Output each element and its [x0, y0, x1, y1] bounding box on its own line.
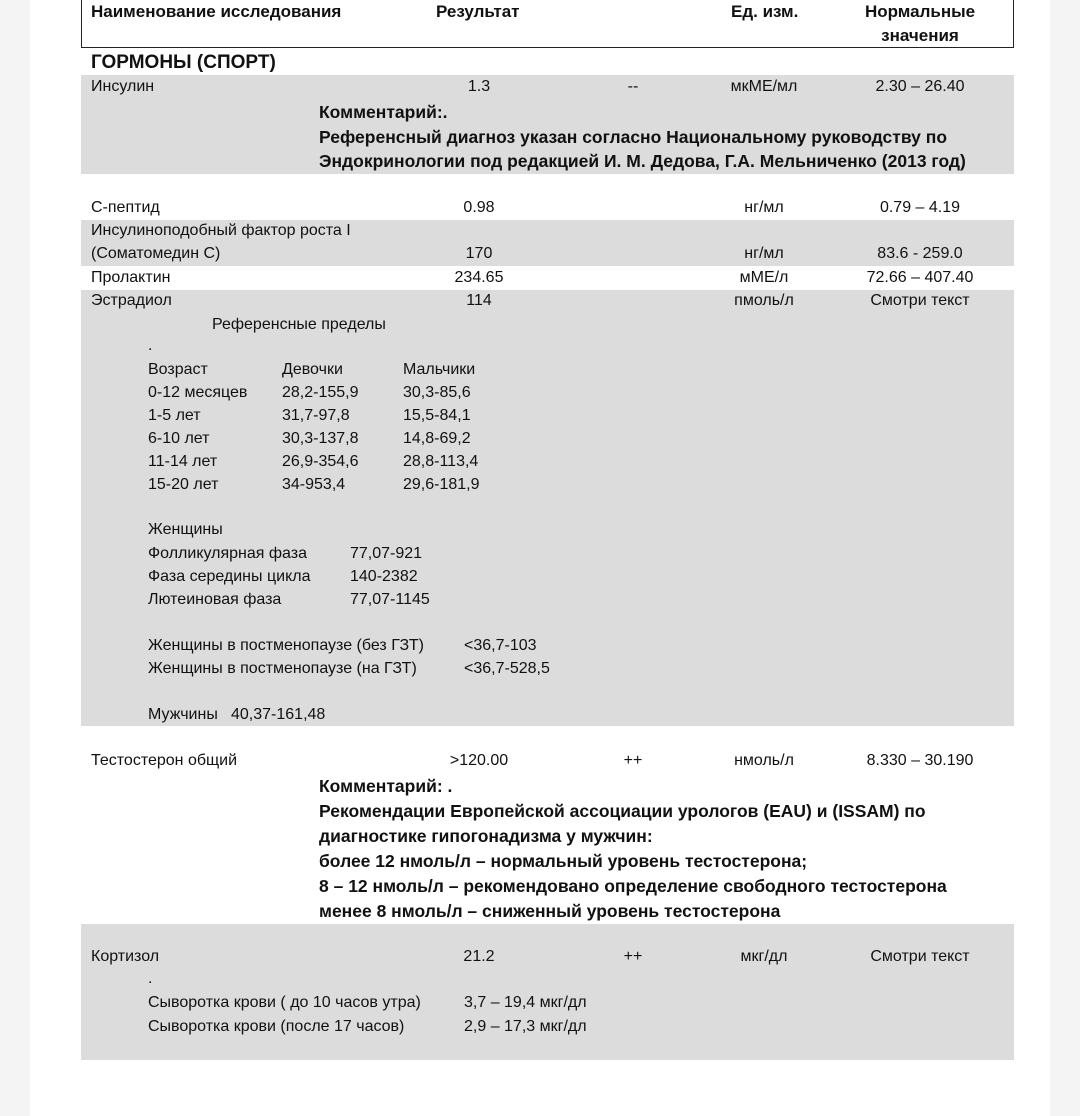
insulin-result: 1.3	[467, 78, 491, 95]
age-table-cell: 11-14 лет	[148, 453, 218, 470]
c-peptide-name: С-пептид	[91, 199, 160, 216]
estradiol-dot: .	[148, 337, 153, 354]
testosterone-name: Тестостерон общий	[91, 752, 238, 769]
men-value: 40,37-161,48	[231, 706, 326, 723]
igf1-name-line2: (Соматомедин С)	[91, 245, 221, 262]
testosterone-norm: 8.330 – 30.190	[866, 752, 974, 769]
header-col-result: Результат	[436, 2, 520, 21]
age-table-cell: 15,5-84,1	[403, 407, 471, 424]
insulin-comment-line: Референсный диагноз указан согласно Национальному руководству по	[319, 127, 948, 147]
igf1-norm: 83.6 - 259.0	[877, 245, 963, 262]
c-peptide-unit: нг/мл	[744, 199, 784, 216]
women-phase-label: Фаза середины цикла	[148, 568, 311, 585]
women-phase-label: Фолликулярная фаза	[148, 545, 308, 562]
age-table-cell: 34-953,4	[282, 476, 346, 493]
insulin-norm: 2.30 – 26.40	[875, 78, 965, 95]
age-table-cell: 31,7-97,8	[282, 407, 350, 424]
age-table-cell: 0-12 месяцев	[148, 384, 248, 401]
cortisol-ref-label: Сыворотка крови (после 17 часов)	[148, 1018, 405, 1035]
estradiol-unit: пмоль/л	[734, 292, 794, 309]
age-table-header: Мальчики	[403, 361, 476, 378]
insulin-comment-line: Эндокринологии под редакцией И. М. Дедова, Г.А. Мельниченко (2013 год)	[319, 151, 966, 171]
cortisol-flag: ++	[623, 948, 643, 965]
age-table-cell: 30,3-85,6	[403, 384, 471, 401]
testosterone-unit: нмоль/л	[734, 752, 794, 769]
age-table-cell: 15-20 лет	[148, 476, 219, 493]
cortisol-unit: мкг/дл	[740, 948, 788, 965]
age-table-cell: 29,6-181,9	[403, 476, 480, 493]
cortisol-band	[81, 924, 1014, 1060]
section-title: ГОРМОНЫ (СПОРТ)	[91, 52, 276, 73]
insulin-name: Инсулин	[91, 78, 155, 95]
header-col-norm-line1: Нормальные	[864, 2, 976, 21]
estradiol-name: Эстрадиол	[91, 292, 172, 309]
cortisol-ref-value: 3,7 – 19,4 мкг/дл	[464, 994, 587, 1011]
testosterone-comment-title: Комментарий: .	[319, 776, 453, 796]
insulin-comment-title: Комментарий:.	[319, 102, 448, 122]
women-phase-value: 77,07-1145	[350, 591, 430, 608]
prolactin-unit: мМЕ/л	[739, 269, 789, 286]
age-table-cell: 30,3-137,8	[282, 430, 359, 447]
prolactin-name: Пролактин	[91, 269, 171, 286]
estradiol-result: 114	[466, 292, 492, 309]
women-title: Женщины	[148, 521, 223, 538]
prolactin-result: 234.65	[454, 269, 504, 286]
header-col-name: Наименование исследования	[91, 2, 342, 21]
header-col-unit: Ед. изм.	[731, 2, 799, 21]
age-table-cell: 14,8-69,2	[403, 430, 471, 447]
insulin-unit: мкМЕ/мл	[730, 78, 798, 95]
age-table-header: Возраст	[148, 361, 208, 378]
insulin-flag: --	[627, 78, 639, 95]
testosterone-result: >120.00	[449, 752, 509, 769]
postmeno-label: Женщины в постменопаузе (на ГЗТ)	[148, 660, 417, 677]
igf1-name-line1: Инсулиноподобный фактор роста I	[91, 222, 351, 239]
postmeno-value: <36,7-103	[464, 637, 537, 654]
age-table-header: Девочки	[282, 361, 343, 378]
cortisol-dot: .	[148, 970, 153, 987]
header-col-norm-line2: значения	[881, 26, 959, 45]
estradiol-norm: Смотри текст	[870, 292, 970, 309]
cortisol-name: Кортизол	[91, 948, 160, 965]
igf1-result: 170	[465, 245, 493, 262]
cortisol-ref-value: 2,9 – 17,3 мкг/дл	[464, 1018, 587, 1035]
testosterone-comment-line: 8 – 12 нмоль/л – рекомендовано определение свободного тестостерона	[319, 876, 947, 896]
prolactin-norm: 72.66 – 407.40	[866, 269, 974, 286]
age-table-cell: 26,9-354,6	[282, 453, 359, 470]
testosterone-comment-line: Рекомендации Европейской ассоциации урологов (EAU) и (ISSAM) по	[319, 801, 926, 821]
testosterone-comment-line: более 12 нмоль/л – нормальный уровень тестостерона;	[319, 851, 808, 871]
cortisol-result: 21.2	[463, 948, 495, 965]
igf1-unit: нг/мл	[744, 245, 784, 262]
cortisol-ref-label: Сыворотка крови ( до 10 часов утра)	[148, 994, 421, 1011]
testosterone-flag: ++	[623, 752, 643, 769]
postmeno-label: Женщины в постменопаузе (без ГЗТ)	[148, 637, 424, 654]
c-peptide-norm: 0.79 – 4.19	[879, 199, 961, 216]
testosterone-comment-line: диагностике гипогонадизма у мужчин:	[319, 826, 653, 846]
testosterone-comment-line: менее 8 нмоль/л – сниженный уровень тестостерона	[319, 901, 781, 921]
women-phase-value: 140-2382	[350, 568, 418, 585]
c-peptide-result: 0.98	[463, 199, 495, 216]
postmeno-value: <36,7-528,5	[464, 660, 550, 677]
women-phase-value: 77,07-921	[350, 545, 423, 562]
age-table-cell: 6-10 лет	[148, 430, 210, 447]
age-table-cell: 1-5 лет	[148, 407, 201, 424]
estradiol-ref-title: Референсные пределы	[212, 316, 386, 333]
men-label: Мужчины	[148, 706, 218, 723]
women-phase-label: Лютеиновая фаза	[148, 591, 282, 608]
cortisol-norm: Смотри текст	[870, 948, 970, 965]
age-table-cell: 28,2-155,9	[282, 384, 359, 401]
age-table-cell: 28,8-113,4	[403, 453, 479, 470]
